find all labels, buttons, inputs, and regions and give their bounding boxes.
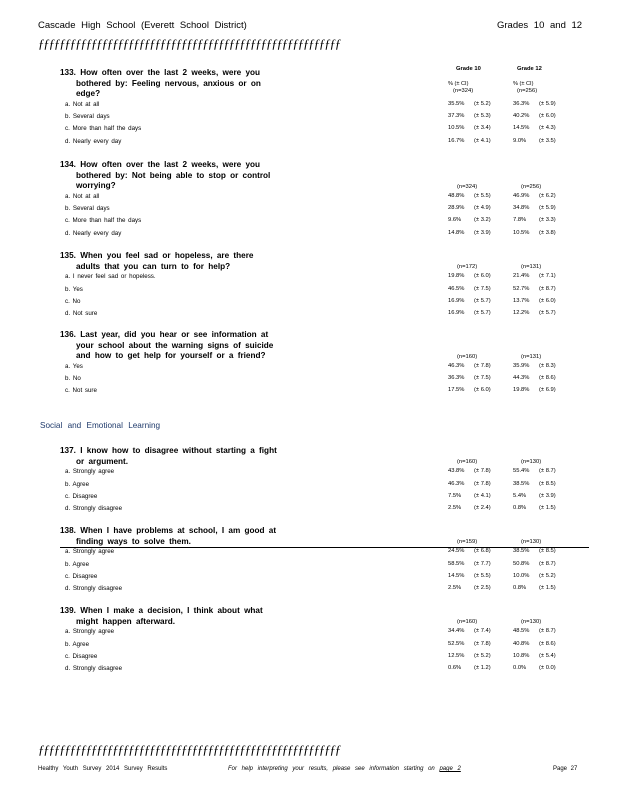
grade-10-percent: 34.4%: [448, 628, 465, 635]
answer-option-label: a. Strongly agree: [65, 468, 115, 476]
grade-10-ci: (± 4.1): [474, 137, 491, 144]
grade-10-percent: 16.9%: [448, 297, 465, 304]
grade-12-ci: (± 4.3): [539, 125, 556, 132]
question-title-line: your school about the warning signs of suicide: [76, 340, 274, 350]
grade-10-ci: (± 5.3): [474, 113, 491, 120]
grade-12-percent: 0.0%: [513, 665, 527, 672]
grade-10-ci: (± 4.9): [474, 205, 491, 212]
grade-10-percent: 43.8%: [448, 468, 465, 475]
grade-12-percent: 50.8%: [513, 560, 530, 567]
answer-option-label: d. Nearly every day: [65, 229, 122, 237]
grade-10-ci: (± 2.4): [474, 505, 491, 512]
grade-12-percent: 38.5%: [513, 548, 530, 555]
grade-12-ci: (± 8.6): [539, 640, 556, 647]
grade-10-ci: (± 6.0): [474, 387, 491, 394]
question-title-line: bothered by: Not being able to stop or control: [76, 170, 271, 180]
question-title-line: might happen afterward.: [76, 616, 176, 626]
grade-12-ci: (± 8.7): [539, 285, 556, 292]
grade-12-ci-label: % (± CI): [513, 81, 534, 87]
question-title-line: 139. When I make a decision, I think about what: [60, 606, 263, 615]
answer-option-label: c. No: [65, 297, 81, 305]
grade-10-percent: 19.8%: [448, 273, 465, 280]
question-divider: [60, 547, 589, 548]
grade-10-percent: 37.3%: [448, 113, 465, 120]
grade-10-percent: 36.3%: [448, 375, 465, 382]
answer-option-label: c. Not sure: [65, 387, 97, 395]
grade-10-n: (n=159): [457, 539, 478, 546]
grade-10-n: (n=324): [453, 88, 474, 94]
question-title-line: or argument.: [76, 456, 129, 466]
grade-12-percent: 52.7%: [513, 285, 530, 292]
grade-10-percent: 48.8%: [448, 192, 465, 199]
answer-option-label: b. Yes: [65, 285, 83, 293]
grade-12-ci: (± 8.7): [539, 468, 556, 475]
grade-12-percent: 0.8%: [513, 585, 527, 592]
grade-10-ci: (± 7.8): [474, 362, 491, 369]
answer-option-label: d. Strongly disagree: [65, 585, 123, 593]
grade-12-percent: 46.9%: [513, 192, 530, 199]
grade-12-ci: (± 3.8): [539, 229, 556, 236]
grade-10-ci: (± 3.9): [474, 229, 491, 236]
grade-12-ci: (± 5.2): [539, 572, 556, 579]
footer-help-prefix: For help interpreting your results, please see information starting on: [228, 766, 440, 772]
grade-10-percent: 46.3%: [448, 480, 465, 487]
footer-survey-name: Healthy Youth Survey 2014 Survey Results: [38, 766, 168, 772]
grade-10-ci: (± 5.7): [474, 297, 491, 304]
grade-10-percent: 14.8%: [448, 229, 465, 236]
grade-12-ci: (± 8.7): [539, 560, 556, 567]
grade-10-n: (n=160): [457, 459, 478, 466]
grade-12-n: (n=130): [521, 459, 542, 466]
answer-option-label: d. Nearly every day: [65, 137, 122, 145]
grade-10-ci: (± 3.2): [474, 217, 491, 224]
grade-12-ci: (± 6.0): [539, 113, 556, 120]
grade-12-ci: (± 5.9): [539, 205, 556, 212]
answer-option-label: d. Strongly disagree: [65, 665, 123, 673]
grade-10-ci: (± 7.8): [474, 480, 491, 487]
grade-12-percent: 21.4%: [513, 273, 530, 280]
grade-12-n: (n=130): [521, 619, 542, 626]
grade-10-percent: 7.5%: [448, 492, 462, 499]
grade-10-header: Grade 10: [456, 66, 481, 72]
grade-12-percent: 44.3%: [513, 375, 530, 382]
question-title-line: 135. When you feel sad or hopeless, are there: [60, 251, 254, 260]
grade-10-ci: (± 7.5): [474, 375, 491, 382]
grade-12-ci: (± 3.3): [539, 217, 556, 224]
grade-12-ci: (± 6.2): [539, 192, 556, 199]
grade-10-ci: (± 2.5): [474, 585, 491, 592]
grade-12-ci: (± 8.5): [539, 548, 556, 555]
grade-12-percent: 10.0%: [513, 572, 530, 579]
grade-10-percent: 16.7%: [448, 137, 465, 144]
grade-10-ci: (± 3.4): [474, 125, 491, 132]
answer-option-label: c. More than half the days: [65, 217, 142, 225]
answer-option-label: b. No: [65, 375, 81, 383]
grade-10-ci-label: % (± CI): [448, 81, 469, 87]
grade-12-percent: 5.4%: [513, 492, 527, 499]
grade-12-percent: 55.4%: [513, 468, 530, 475]
section-title: Social and Emotional Learning: [40, 421, 161, 430]
grade-10-percent: 2.5%: [448, 505, 462, 512]
grade-10-ci: (± 7.5): [474, 285, 491, 292]
grade-10-ci: (± 7.7): [474, 560, 491, 567]
grade-10-percent: 14.5%: [448, 572, 465, 579]
question-title-line: worrying?: [76, 181, 116, 191]
grade-12-percent: 13.7%: [513, 297, 530, 304]
grade-10-ci: (± 7.4): [474, 628, 491, 635]
grade-12-header: Grade 12: [517, 66, 542, 72]
grade-10-percent: 35.5%: [448, 100, 465, 107]
answer-option-label: c. Disagree: [65, 492, 98, 500]
grade-12-percent: 7.8%: [513, 217, 527, 224]
grade-10-ci: (± 4.1): [474, 492, 491, 499]
question-title-line: 138. When I have problems at school, I am good at: [60, 526, 277, 535]
answer-option-label: a. Strongly agree: [65, 628, 115, 636]
grade-12-percent: 35.9%: [513, 362, 530, 369]
grade-10-n: (n=160): [457, 619, 478, 626]
grade-10-percent: 10.5%: [448, 125, 465, 132]
question-title-line: bothered by: Feeling nervous, anxious or on: [76, 78, 261, 88]
grade-10-percent: 9.6%: [448, 217, 462, 224]
grade-12-ci: (± 1.5): [539, 505, 556, 512]
grade-10-percent: 12.5%: [448, 652, 465, 659]
grade-12-ci: (± 1.5): [539, 585, 556, 592]
grade-10-percent: 17.5%: [448, 387, 465, 394]
grade-10-ci: (± 5.5): [474, 192, 491, 199]
grade-12-ci: (± 7.1): [539, 273, 556, 280]
grade-12-n: (n=256): [517, 88, 538, 94]
grade-12-ci: (± 5.9): [539, 100, 556, 107]
grade-10-percent: 46.3%: [448, 362, 465, 369]
grade-10-percent: 24.5%: [448, 548, 465, 555]
grade-10-ci: (± 1.2): [474, 665, 491, 672]
grade-12-percent: 10.5%: [513, 229, 530, 236]
grade-12-percent: 0.8%: [513, 505, 527, 512]
grade-12-percent: 48.5%: [513, 628, 530, 635]
grade-12-percent: 19.8%: [513, 387, 530, 394]
header-grades: Grades 10 and 12: [497, 20, 583, 31]
grade-10-n: (n=160): [457, 353, 478, 360]
grade-12-percent: 9.0%: [513, 137, 527, 144]
question-title-line: and how to get help for yourself or a friend?: [76, 351, 266, 361]
grade-12-ci: (± 8.5): [539, 480, 556, 487]
grade-12-percent: 14.5%: [513, 125, 530, 132]
grade-12-n: (n=131): [521, 353, 542, 360]
answer-option-label: b. Several days: [65, 205, 110, 213]
grade-12-ci: (± 5.4): [539, 652, 556, 659]
grade-10-ci: (± 5.5): [474, 572, 491, 579]
answer-option-label: a. Not at all: [65, 100, 100, 108]
answer-option-label: b. Agree: [65, 480, 90, 488]
bottom-decorative-rule: ƒƒƒƒƒƒƒƒƒƒƒƒƒƒƒƒƒƒƒƒƒƒƒƒƒƒƒƒƒƒƒƒƒƒƒƒƒƒƒƒƒƒƒƒƒƒƒƒƒƒƒƒƒƒƒƒƒ: [38, 742, 341, 757]
grade-10-ci: (± 6.8): [474, 548, 491, 555]
grade-12-percent: 40.2%: [513, 113, 530, 120]
question-title-line: finding ways to solve them.: [76, 536, 191, 546]
header-title: Cascade High School (Everett School District): [38, 20, 247, 31]
grade-10-percent: 16.9%: [448, 310, 465, 317]
grade-12-percent: 12.2%: [513, 310, 530, 317]
footer-help-text: [228, 766, 461, 772]
grade-12-percent: 10.8%: [513, 652, 530, 659]
grade-10-percent: 28.9%: [448, 205, 465, 212]
grade-10-percent: 58.5%: [448, 560, 465, 567]
grade-12-percent: 34.8%: [513, 205, 530, 212]
grade-12-ci: (± 5.7): [539, 310, 556, 317]
question-title-line: 134. How often over the last 2 weeks, were you: [60, 160, 261, 169]
question-title-line: 137. I know how to disagree without starting a fight: [60, 446, 277, 455]
question-title-line: edge?: [76, 89, 101, 99]
top-decorative-rule: ƒƒƒƒƒƒƒƒƒƒƒƒƒƒƒƒƒƒƒƒƒƒƒƒƒƒƒƒƒƒƒƒƒƒƒƒƒƒƒƒƒƒƒƒƒƒƒƒƒƒƒƒƒƒƒƒƒ: [38, 36, 341, 51]
grade-12-n: (n=130): [521, 539, 542, 546]
grade-10-percent: 0.6%: [448, 665, 462, 672]
grade-10-ci: (± 5.2): [474, 652, 491, 659]
grade-10-ci: (± 5.2): [474, 100, 491, 107]
grade-12-ci: (± 8.7): [539, 628, 556, 635]
answer-option-label: b. Agree: [65, 640, 90, 648]
answer-option-label: c. Disagree: [65, 652, 98, 660]
question-title-line: adults that you can turn to for help?: [76, 261, 231, 271]
grade-10-n: (n=172): [457, 264, 478, 271]
answer-option-label: a. Yes: [65, 362, 83, 370]
grade-12-ci: (± 6.0): [539, 297, 556, 304]
answer-option-label: d. Not sure: [65, 310, 98, 318]
answer-option-label: b. Agree: [65, 560, 90, 568]
grade-10-ci: (± 7.8): [474, 640, 491, 647]
grade-10-percent: 52.5%: [448, 640, 465, 647]
footer-page-number: Page 27: [553, 766, 578, 772]
answer-option-label: c. Disagree: [65, 572, 98, 580]
grade-10-ci: (± 6.0): [474, 273, 491, 280]
question-title-line: 133. How often over the last 2 weeks, were you: [60, 68, 261, 77]
answer-option-label: d. Strongly disagree: [65, 505, 123, 513]
question-title-line: 136. Last year, did you hear or see information at: [60, 330, 269, 339]
footer-page-link[interactable]: page 2: [439, 766, 461, 772]
grade-12-ci: (± 3.5): [539, 137, 556, 144]
grade-10-percent: 2.5%: [448, 585, 462, 592]
answer-option-label: a. I never feel sad or hopeless.: [65, 273, 156, 281]
grade-12-ci: (± 8.3): [539, 362, 556, 369]
answer-option-label: a. Strongly agree: [65, 548, 115, 556]
grade-12-ci: (± 8.6): [539, 375, 556, 382]
grade-10-ci: (± 5.7): [474, 310, 491, 317]
answer-option-label: a. Not at all: [65, 192, 100, 200]
grade-12-percent: 40.8%: [513, 640, 530, 647]
grade-12-n: (n=256): [521, 183, 542, 190]
answer-option-label: b. Several days: [65, 113, 110, 121]
answer-option-label: c. More than half the days: [65, 125, 142, 133]
grade-10-n: (n=324): [457, 183, 478, 190]
grade-12-n: (n=131): [521, 264, 542, 271]
grade-10-ci: (± 7.8): [474, 468, 491, 475]
grade-12-ci: (± 6.9): [539, 387, 556, 394]
grade-12-percent: 36.3%: [513, 100, 530, 107]
grade-12-ci: (± 0.0): [539, 665, 556, 672]
grade-12-ci: (± 3.9): [539, 492, 556, 499]
grade-10-percent: 46.5%: [448, 285, 465, 292]
grade-12-percent: 38.5%: [513, 480, 530, 487]
